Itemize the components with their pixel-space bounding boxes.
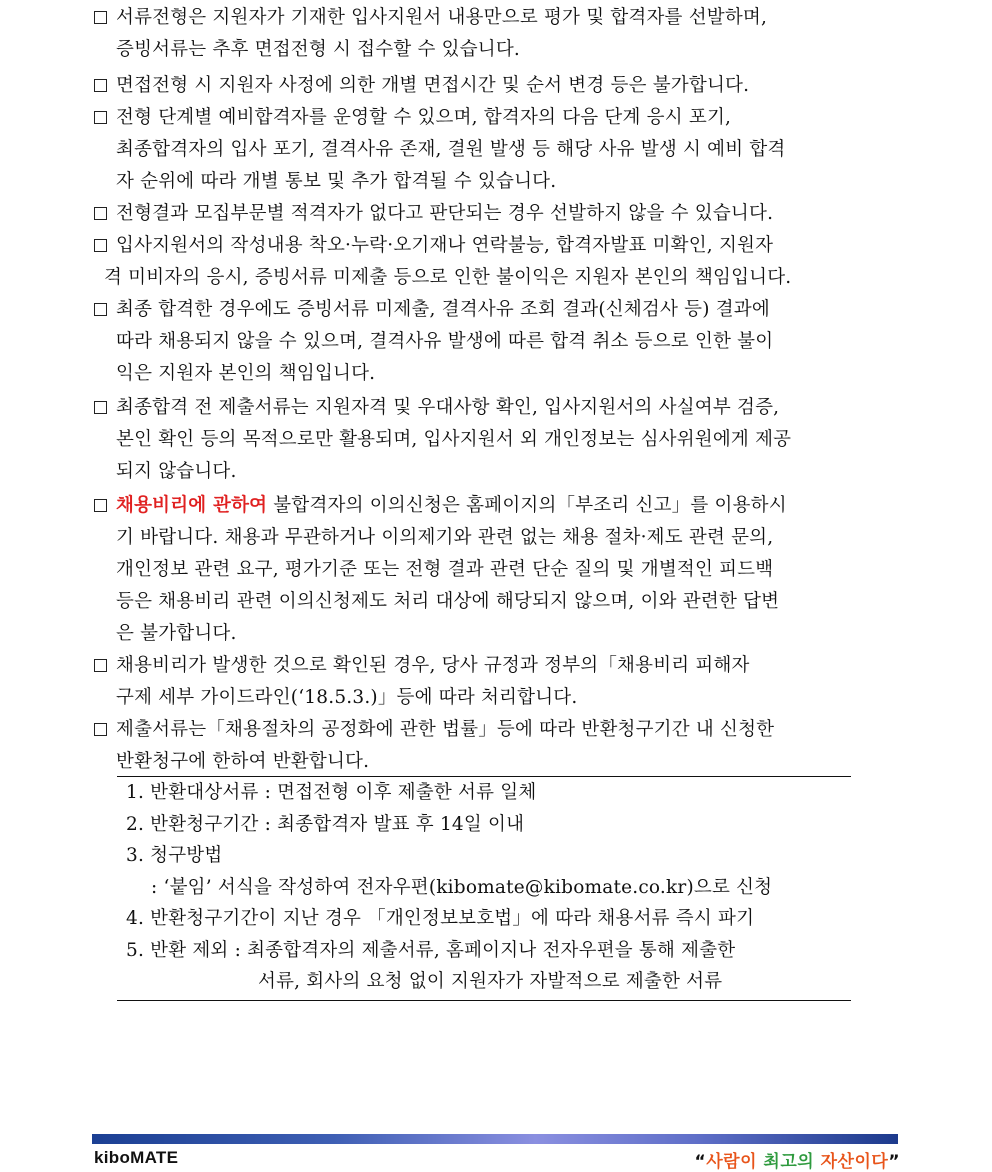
notice-item — [94, 714, 900, 778]
list-item: 4. 반환청구기간이 지난 경우 「개인정보보호법」에 따라 채용서류 즉시 파기 — [126, 908, 755, 929]
notice-line: 격 미비자의 응시, 증빙서류 미제출 등으로 인한 불이익은 지원자 본인의 책임입니다. — [104, 267, 792, 288]
notice-item — [94, 490, 900, 650]
notice-line: 최종합격자의 입사 포기, 결격사유 존재, 결원 발생 등 해당 사유 발생 시 예비 합격 — [116, 139, 786, 160]
notice-line: 전형결과 모집부문별 적격자가 없다고 판단되는 경우 선발하지 않을 수 있습니다. — [116, 203, 774, 224]
footer-gradient-bar — [92, 1134, 898, 1144]
list-item: : ‘붙임’ 서식을 작성하여 전자우편(kibomate@kibomate.co.kr)으로 신청 — [151, 876, 773, 898]
checkbox-square-icon — [94, 79, 107, 92]
notice-line: 은 불가합니다. — [116, 623, 237, 644]
notice-line: 면접전형 시 지원자 사정에 의한 개별 면접시간 및 순서 변경 등은 불가합니다. — [116, 75, 750, 96]
slogan-close-quote: ” — [888, 1152, 900, 1172]
notice-item — [94, 70, 900, 102]
notice-line: 익은 지원자 본인의 책임입니다. — [116, 363, 376, 384]
list-item: 2. 반환청구기간 : 최종합격자 발표 후 14일 이내 — [126, 813, 525, 835]
recruitment-corruption-highlight: 채용비리에 관하여 — [116, 495, 268, 516]
checkbox-square-icon — [94, 11, 107, 24]
checkbox-square-icon — [94, 499, 107, 512]
notice-line-first — [116, 490, 900, 522]
list-item: 1. 반환대상서류 : 면접전형 이후 제출한 서류 일체 — [126, 782, 537, 803]
list-item: 3. 청구방법 — [126, 845, 223, 866]
notice-line: 자 순위에 따라 개별 통보 및 추가 합격될 수 있습니다. — [116, 171, 557, 192]
notice-line: 반환청구에 한하여 반환합니다. — [116, 751, 370, 772]
notice-item — [94, 2, 900, 66]
slogan-part: 자산이다 — [820, 1152, 889, 1172]
notice-line: 본인 확인 등의 목적으로만 활용되며, 입사지원서 외 개인정보는 심사위원에게 제공 — [116, 429, 792, 450]
notice-line: 최종합격 전 제출서류는 지원자격 및 우대사항 확인, 입사지원서의 사실여부 검증, — [116, 397, 780, 418]
notice-line: 제출서류는「채용절차의 공정화에 관한 법률」등에 따라 반환청구기간 내 신청한 — [116, 719, 775, 740]
notice-line: 서류전형은 지원자가 기재한 입사지원서 내용만으로 평가 및 합격자를 선발하며, — [116, 7, 768, 28]
notice-line: 증빙서류는 추후 면접전형 시 접수할 수 있습니다. — [116, 39, 520, 60]
notice-line: 등은 채용비리 관련 이의신청제도 처리 대상에 해당되지 않으며, 이와 관련한 답변 — [116, 591, 780, 612]
list-item: 5. 반환 제외 : 최종합격자의 제출서류, 홈페이지나 전자우편을 통해 제출한 — [126, 939, 736, 961]
notice-document — [94, 2, 900, 778]
notice-line: 최종 합격한 경우에도 증빙서류 미제출, 결격사유 조회 결과(신체검사 등) 결과에 — [116, 299, 770, 320]
slogan-part: 사람이 — [706, 1152, 764, 1172]
notice-item — [94, 392, 900, 488]
notice-line: 구제 세부 가이드라인(‘18.5.3.)」등에 따라 처리합니다. — [116, 687, 578, 708]
return-documents-list — [117, 776, 851, 1001]
notice-line: 입사지원서의 작성내용 착오·누락·오기재나 연락불능, 합격자발표 미확인, 지원자 — [116, 235, 774, 256]
checkbox-square-icon — [94, 401, 107, 414]
checkbox-square-icon — [94, 239, 107, 252]
checkbox-square-icon — [94, 111, 107, 124]
notice-item — [94, 102, 900, 198]
notice-line: 개인정보 관련 요구, 평가기준 또는 전형 결과 관련 단순 질의 및 개별적인 피드백 — [116, 559, 774, 580]
list-item: 서류, 회사의 요청 없이 지원자가 자발적으로 제출한 서류 — [258, 971, 723, 992]
footer-brand: kiboMATE — [94, 1148, 179, 1167]
notice-line: 전형 단계별 예비합격자를 운영할 수 있으며, 합격자의 다음 단계 응시 포기, — [116, 107, 732, 128]
slogan-part: 최고의 — [763, 1152, 821, 1172]
notice-line: 따라 채용되지 않을 수 있으며, 결격사유 발생에 따른 합격 취소 등으로 인한 불이 — [116, 331, 774, 352]
notice-item — [94, 198, 900, 230]
notice-line: 되지 않습니다. — [116, 461, 237, 482]
notice-item — [94, 230, 900, 294]
slogan-open-quote: “ — [694, 1152, 707, 1172]
notice-item — [94, 294, 900, 390]
checkbox-square-icon — [94, 303, 107, 316]
footer-slogan — [695, 1147, 900, 1172]
checkbox-square-icon — [94, 207, 107, 220]
notice-item — [94, 650, 900, 714]
checkbox-square-icon — [94, 723, 107, 736]
notice-line: 채용비리가 발생한 것으로 확인된 경우, 당사 규정과 정부의「채용비리 피해자 — [116, 655, 750, 676]
notice-line: 기 바랍니다. 채용과 무관하거나 이의제기와 관련 없는 채용 절차·제도 관련 문의, — [116, 527, 774, 548]
notice-line-rest: 불합격자의 이의신청은 홈페이지의「부조리 신고」를 이용하시 — [267, 495, 787, 516]
checkbox-square-icon — [94, 659, 107, 672]
